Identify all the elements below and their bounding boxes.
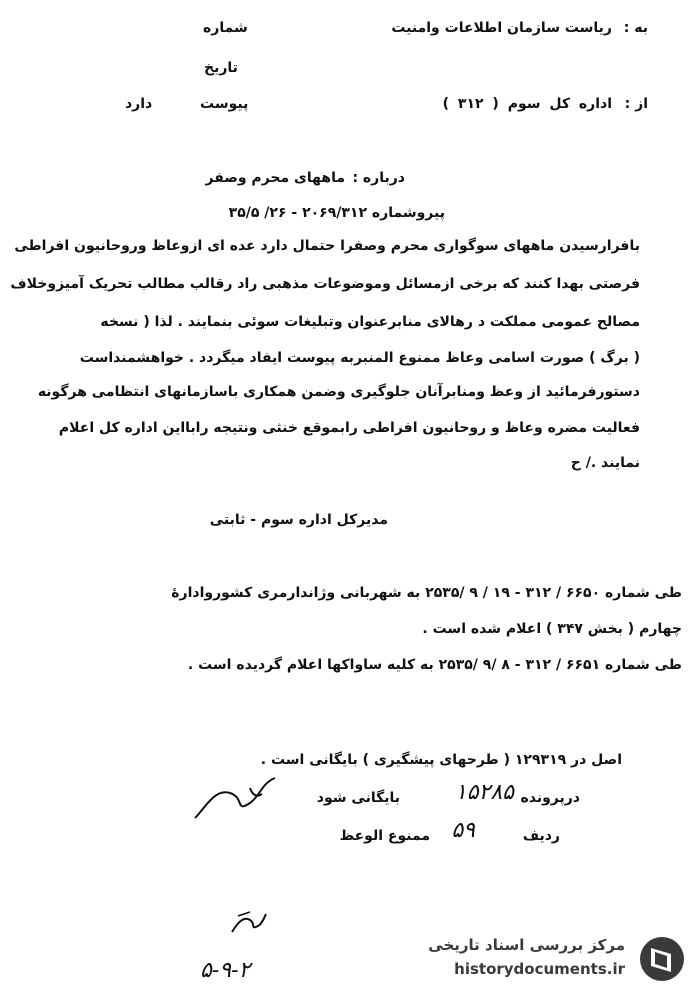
attachment-label: پیوست bbox=[200, 96, 249, 112]
archive-logo bbox=[410, 932, 695, 988]
body-line-4: ( برگ ) صورت اسامی وعاظ ممنوع المنبربه پیوست ایفاد میگردد . خواهشمنداست bbox=[79, 350, 640, 366]
body-line-1: بافرارسیدن ماههای سوگواری محرم وصفرا حتمال دارد عده ای ازوعاظ وروحانیون افراطی bbox=[14, 238, 640, 254]
from-label: از : bbox=[624, 96, 648, 112]
to-label: به : bbox=[623, 20, 648, 36]
row-number: ۵۹ bbox=[451, 818, 475, 843]
archive-name: مرکز بررسی اسناد تاریخی bbox=[428, 936, 625, 954]
attachment-value: دارد bbox=[125, 96, 153, 112]
archive-site: historydocuments.ir bbox=[454, 960, 625, 978]
director-title: مدیرکل اداره سوم - ثابتی bbox=[209, 512, 388, 528]
initials-scribble bbox=[228, 908, 268, 940]
note-line-2: چهارم ( بخش ۳۴۷ ) اعلام شده است . bbox=[422, 621, 682, 637]
archive-emblem-icon bbox=[637, 934, 687, 984]
row-label: ردیف bbox=[522, 828, 560, 844]
body-line-5: دستورفرمائید از وعظ ومنابرآنان جلوگیری وضمن همکاری باسازمانهای انتظامی هرگونه bbox=[37, 384, 640, 400]
body-line-2: فرصتی بهدا کنند که برخی ازمسائل وموضوعات مذهبی راد رقالب مطالب تحریک آمیزوخلاف bbox=[10, 276, 640, 292]
to-value: ریاست سازمان اطلاعات وامنیت bbox=[391, 20, 612, 36]
dossier-suffix: بایگانی شود bbox=[316, 790, 400, 806]
dossier-number: ۱۵۲۸۵ bbox=[454, 780, 514, 805]
filing-original: اصل در ۱۲۹۳۱۹ ( طرحهای پیشگیری ) بایگانی است . bbox=[260, 752, 622, 768]
subject-label: درباره : bbox=[352, 170, 405, 186]
note-line-3: طی شماره ۶۶۵۱ / ۳۱۲ - ۸ /۹ /۲۵۳۵ به کلیه ساواکها اعلام گردیده است . bbox=[187, 657, 682, 673]
subject-reference: پیروشماره ۲۰۶۹/۳۱۲ - ۲۶/ ۳۵/۵ bbox=[228, 205, 445, 221]
row-topic: ممنوع الوعظ bbox=[339, 828, 430, 844]
number-label: شماره bbox=[203, 20, 248, 36]
signature-scribble bbox=[190, 768, 280, 828]
subject-value: ماههای محرم وصفر bbox=[205, 170, 345, 186]
body-line-6: فعالیت مضره وعاظ و روحانیون افراطی رابموقع خنثی ونتیجه رابااین اداره کل اعلام bbox=[58, 420, 640, 436]
dossier-prefix: درپرونده bbox=[520, 790, 580, 806]
date-label: تاریخ bbox=[204, 60, 238, 76]
body-line-3: مصالح عمومی مملکت د رهالای منابرعنوان وتبلیغات سوئی بنمایند . لذا ( نسخه bbox=[100, 314, 640, 330]
from-value: اداره کل سوم ( ۳۱۲ ) bbox=[442, 96, 612, 112]
note-line-1: طی شماره ۶۶۵۰ / ۳۱۲ - ۱۹ / ۹ /۲۵۳۵ به شهربانی وژاندارمری کشوروادارهٔ bbox=[171, 585, 682, 601]
body-line-7: نمایند ./ ح bbox=[570, 455, 640, 471]
bottom-date: ۵-۹-۲ bbox=[200, 958, 251, 983]
